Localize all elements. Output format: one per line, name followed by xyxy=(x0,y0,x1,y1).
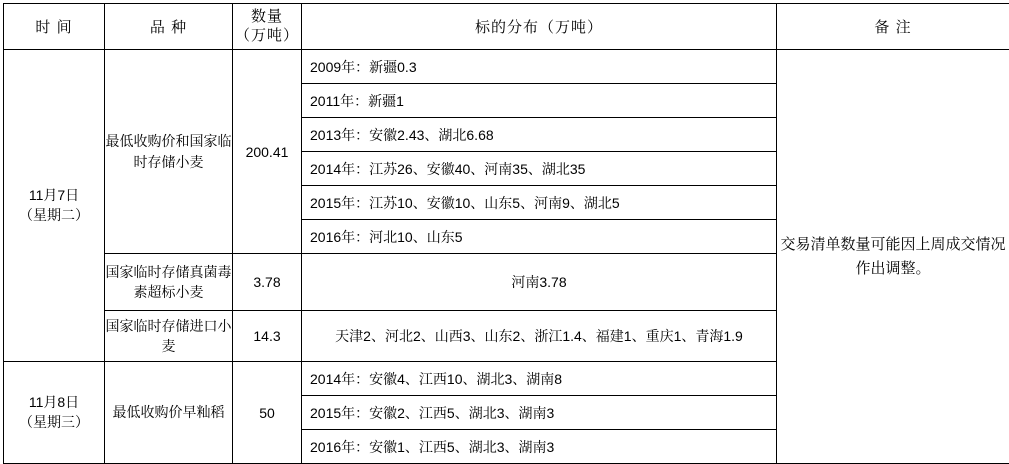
auction-schedule-table xyxy=(3,3,1009,464)
cell-date-group-2 xyxy=(4,362,105,464)
cell-distribution-wheat-minimum xyxy=(302,50,777,254)
header-quantity-line2: （万吨） xyxy=(233,27,301,46)
distribution-item: 2015年：安徽2、江西5、湖北3、湖南3 xyxy=(302,396,776,430)
cell-date-group-1 xyxy=(4,50,105,362)
header-time: 时 间 xyxy=(4,4,105,50)
header-distribution: 标的分布（万吨） xyxy=(302,4,777,50)
distribution-list-2 xyxy=(302,362,776,463)
date-line2: （星期三） xyxy=(4,413,104,433)
cell-variety-wheat-mycotoxin: 国家临时存储真菌毒素超标小麦 xyxy=(105,254,233,311)
distribution-item: 2009年：新疆0.3 xyxy=(302,50,776,84)
cell-remark: 交易清单数量可能因上周成交情况作出调整。 xyxy=(777,50,1009,464)
header-variety: 品 种 xyxy=(105,4,233,50)
distribution-item: 2014年：安徽4、江西10、湖北3、湖南8 xyxy=(302,362,776,396)
header-remark: 备 注 xyxy=(777,4,1009,50)
distribution-item: 2013年：安徽2.43、湖北6.68 xyxy=(302,118,776,152)
distribution-item: 2015年：江苏10、安徽10、山东5、河南9、湖北5 xyxy=(302,186,776,220)
cell-distribution-early-indica-rice xyxy=(302,362,777,464)
cell-quantity-wheat-imported: 14.3 xyxy=(233,311,302,362)
table-row xyxy=(4,50,1009,254)
table-header xyxy=(4,4,1009,50)
date-line1: 11月7日 xyxy=(4,186,104,206)
document-sheet xyxy=(0,3,1009,443)
distribution-item: 2014年：江苏26、安徽40、河南35、湖北35 xyxy=(302,152,776,186)
cell-distribution-wheat-mycotoxin: 河南3.78 xyxy=(302,254,777,311)
distribution-item: 2011年：新疆1 xyxy=(302,84,776,118)
header-quantity-line1: 数量 xyxy=(233,8,301,27)
cell-quantity-early-indica-rice: 50 xyxy=(233,362,302,464)
table-header-row xyxy=(4,4,1009,50)
cell-distribution-wheat-imported: 天津2、河北2、山西3、山东2、浙江1.4、福建1、重庆1、青海1.9 xyxy=(302,311,777,362)
cell-quantity-wheat-minimum: 200.41 xyxy=(233,50,302,254)
table-body xyxy=(4,50,1009,464)
cell-variety-early-indica-rice: 最低收购价早籼稻 xyxy=(105,362,233,464)
cell-quantity-wheat-mycotoxin: 3.78 xyxy=(233,254,302,311)
distribution-item: 2016年：河北10、山东5 xyxy=(302,220,776,254)
cell-variety-wheat-imported: 国家临时存储进口小麦 xyxy=(105,311,233,362)
date-line1: 11月8日 xyxy=(4,393,104,413)
date-line2: （星期二） xyxy=(4,206,104,226)
header-quantity xyxy=(233,4,302,50)
cell-variety-wheat-minimum: 最低收购价和国家临时存储小麦 xyxy=(105,50,233,254)
distribution-item: 2016年：安徽1、江西5、湖北3、湖南3 xyxy=(302,430,776,464)
distribution-list-1 xyxy=(302,50,776,253)
